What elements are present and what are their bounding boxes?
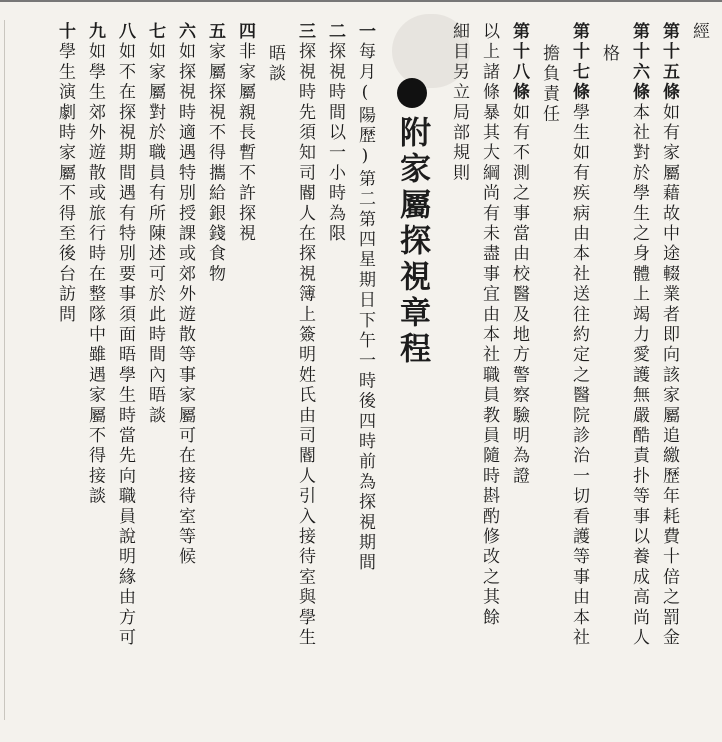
rule-text: 每月(陽歷)第二第四星期日下午一時後四時前為探視期間 <box>355 42 375 574</box>
rule-number: 九 <box>85 22 105 43</box>
rule-8 <box>116 22 133 648</box>
rule-9 <box>86 22 103 507</box>
heading-text: 附家屬探視章程 <box>394 116 430 368</box>
rule-text: 如家屬對於職員有所陳述可於此時間內晤談 <box>145 42 165 427</box>
closing-note-continued <box>450 22 467 184</box>
bullet-icon <box>397 78 427 108</box>
article-15 <box>660 22 677 648</box>
rule-text: 家屬探視不得攜給銀錢食物 <box>205 42 225 285</box>
closing-note <box>480 22 497 628</box>
rule-number: 四 <box>235 22 255 43</box>
rule-3 <box>296 22 313 648</box>
article-text: 擔負責任 <box>539 44 559 125</box>
rule-number: 三 <box>295 22 315 43</box>
article-16-continued <box>600 44 617 64</box>
rule-number: 二 <box>325 22 345 43</box>
article-18 <box>510 22 527 487</box>
closing-text: 細目另立局部規則 <box>449 22 469 184</box>
rule-6 <box>176 22 193 567</box>
article-text: 如有不測之事當由校醫及地方警察驗明為證 <box>509 102 529 487</box>
rule-1 <box>356 22 373 573</box>
margin-line <box>4 20 5 720</box>
article-16 <box>630 22 647 648</box>
article-17 <box>570 22 587 648</box>
article-number: 第十六條 <box>629 22 649 103</box>
rule-text: 探視時間以一小時為限 <box>325 42 345 245</box>
article-number: 第十八條 <box>509 22 529 103</box>
rule-5 <box>206 22 223 285</box>
rule-number: 八 <box>115 22 135 43</box>
text-column: 經 <box>689 22 709 43</box>
article-17-continued <box>540 44 557 125</box>
closing-text: 以上諸條暴其大綱尚有未盡事宜由本社職員教員隨時斟酌修改之其餘 <box>479 22 499 628</box>
rule-3-continued <box>266 44 283 84</box>
rule-7 <box>146 22 163 426</box>
section-heading <box>390 78 435 368</box>
rule-text: 晤談 <box>265 44 285 85</box>
article-text: 學生如有疾病由本社送往約定之醫院診治一切看護等事由本社 <box>569 102 589 649</box>
rule-text: 探視時先須知司閽人在探視簿上簽明姓氏由司閽人引入接待室與學生 <box>295 42 315 649</box>
article-number: 第十五條 <box>659 22 679 103</box>
top-rule <box>0 0 722 2</box>
rule-10 <box>56 22 73 325</box>
rule-number: 十 <box>55 22 75 43</box>
article-text: 本社對於學生之身體上竭力愛護無嚴酷責扑等事以養成高尚人 <box>629 102 649 649</box>
rule-number: 五 <box>205 22 225 43</box>
rule-number: 六 <box>175 22 195 43</box>
rule-text: 如學生郊外遊散或旅行時在整隊中雖遇家屬不得接談 <box>85 42 105 507</box>
rule-4 <box>236 22 253 244</box>
rule-number: 七 <box>145 22 165 43</box>
rule-number: 一 <box>355 22 375 43</box>
article-number: 第十七條 <box>569 22 589 103</box>
rule-text: 如探視時適遇特別授課或郊外遊散等事家屬可在接待室等候 <box>175 42 195 568</box>
article-text: 格 <box>599 44 619 65</box>
rule-2 <box>326 22 343 244</box>
article-text: 如有家屬藉故中途輟業者即向該家屬追繳歷年耗費十倍之罰金 <box>659 102 679 649</box>
rule-text: 學生演劇時家屬不得至後台訪問 <box>55 42 75 326</box>
rule-text: 非家屬親長暫不許探視 <box>235 42 255 245</box>
rule-text: 如不在探視期間遇有特別要事須面晤學生時當先向職員說明緣由方可 <box>115 42 135 649</box>
